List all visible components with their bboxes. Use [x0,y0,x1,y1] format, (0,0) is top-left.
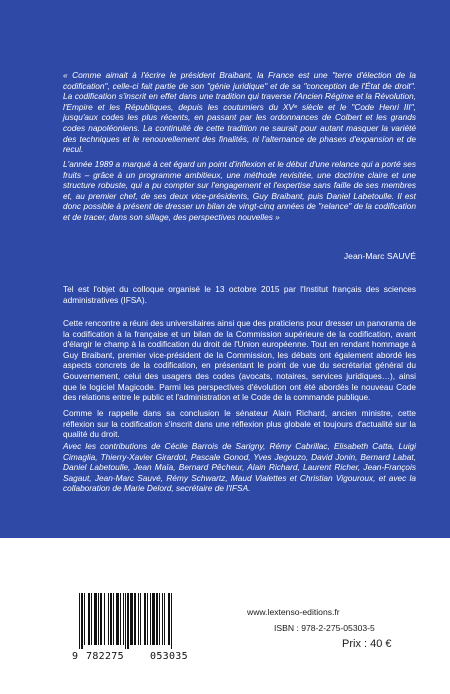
barcode-bars [77,593,207,649]
barcode-bar [162,593,163,645]
barcode-graphic [77,593,207,649]
quote-paragraph-2 [63,159,416,223]
body-paragraph-2 [63,318,416,403]
body-text-1: Tel est l'objet du colloque organisé le 13 octobre 2015 par l'Institut français des sciences administratives (IFSA). [63,284,416,305]
barcode-bar [150,593,151,645]
isbn-number: ISBN : 978-2-275-05303-5 [274,623,375,633]
quote-signature: Jean-Marc SAUVÉ [343,251,416,261]
publisher-url: www.lextenso-editions.fr [247,607,340,617]
barcode-bar [152,593,155,645]
barcode-bar [79,593,80,649]
barcode-bar [116,593,119,645]
barcode-bar [147,593,148,645]
barcode-bar [100,593,102,645]
barcode-bar [81,593,83,649]
barcode-bar [98,593,99,645]
quote-text-1: « Comme aimait à l'écrire le président Braibant, la France est une "terre d'élection de la codification", celle-ci fait partie de son "génie juridique" et de sa "conception de l'État de droit". La codification s'inscrit en effet dans une tradition qui traverse l'Ancien Régime et la Révolution, l'Empire et les Républiques, depuis les coutumiers du XVᵉ siècle et le "Code Henri III", jusqu'aux codes les plus récents, en passant par les ordonnances de Colbert et les grands codes napoléoniens. La continuité de cette tradition ne saurait pour autant masquer la variété des techniques et le renouvellement des finalités, ni l'alternance de phases d'expansion et de recul. [63,70,416,155]
barcode-bar [104,593,105,645]
barcode-bar [91,593,92,645]
body-paragraph-3 [63,408,416,440]
barcode-bar [110,593,112,645]
barcode-bar [94,593,97,645]
barcode-bar [113,593,114,645]
barcode-bar [164,593,165,645]
price-label: Prix : 40 € [342,638,392,650]
quote-paragraph-1 [63,70,416,155]
barcode-bar [140,593,141,645]
barcode-bar [108,593,109,645]
contributors-paragraph [63,441,416,494]
barcode-bar [144,593,146,645]
barcode-bar [159,593,160,645]
barcode-bar [156,593,158,645]
barcode-bar [84,593,85,645]
quote-text-2: L'année 1989 a marqué à cet égard un point d'inflexion et le début d'une relance qui a porté ses fruits – grâce à un programme ambitieux, une méthode revisitée, une doctrine claire et une structure robuste, qui a pu compter sur l'engagement et l'expertise sans faille de ses membres et, au premier chef, de ses deux vice-présidents, Guy Braibant, puis Daniel Labetoulle. Il est donc possible à présent de dresser un bilan de vingt-cinq années de "relance" de la codification et de tracer, dans son sillage, des perspectives nouvelles » [63,159,416,222]
body-text-3: Comme le rappelle dans sa conclusion le sénateur Alain Richard, ancien ministre, cette réflexion sur la codification s'inscrit dans une réflexion plus globale et toujours d'actualité sur la qualité du droit. [63,408,416,440]
barcode-bar [88,593,90,645]
barcode-digits-right: 053035 [150,651,188,662]
barcode-bar [127,593,129,649]
barcode-digits-left: 782275 [86,651,124,662]
barcode-bar [130,593,133,645]
barcode-bar [134,593,136,645]
body-paragraph-1 [63,284,416,305]
body-text-2: Cette rencontre a réuni des universitaires ainsi que des praticiens pour dresser un panorama de la codification à la française et un bilan de la Commission supérieure de la codification, avant d'élargir le champ à la codification du droit de l'Union européenne. Tout en rendant hommage à Guy Braibant, premier vice-président de la Commission, les débats ont également abordé les aspects concrets de la codification, en présentant le point de vue du secrétariat général du Gouvernement, celui des usagers des codes (avocats, notaires, services juridiques…), ainsi que le logiciel Magicode. Parmi les perspectives d'évolution ont été abordés le nouveau Code des relations entre le public et l'administration et le Code de la commande publique. [63,318,416,403]
barcode-bar [125,593,126,649]
barcode-bar [120,593,121,645]
barcode-area [0,538,450,694]
contributors-text: Avec les contributions de Cécile Barrois de Sarigny, Rémy Cabrillac, Elisabeth Catta, Luigi Cimaglia, Thierry-Xavier Girardot, Pascale Gonod, Yves Jegouzo, David Jonin, Bernard Labat, Daniel Labetoulle, Jean Maïa, Bernard Pêcheur, Alain Richard, Laurent Richer, Jean-François Sagaut, Jean-Marc Sauvé, Rémy Schwartz, Maud Vialettes et Christian Vigouroux, et avec la collaboration de Marie Delord, secrétaire de l'IFSA. [63,441,416,494]
barcode-bar [138,593,139,645]
barcode-bar [168,593,170,645]
barcode-digit-first: 9 [72,651,79,662]
barcode-bar [171,593,172,649]
barcode-bar [123,593,124,645]
